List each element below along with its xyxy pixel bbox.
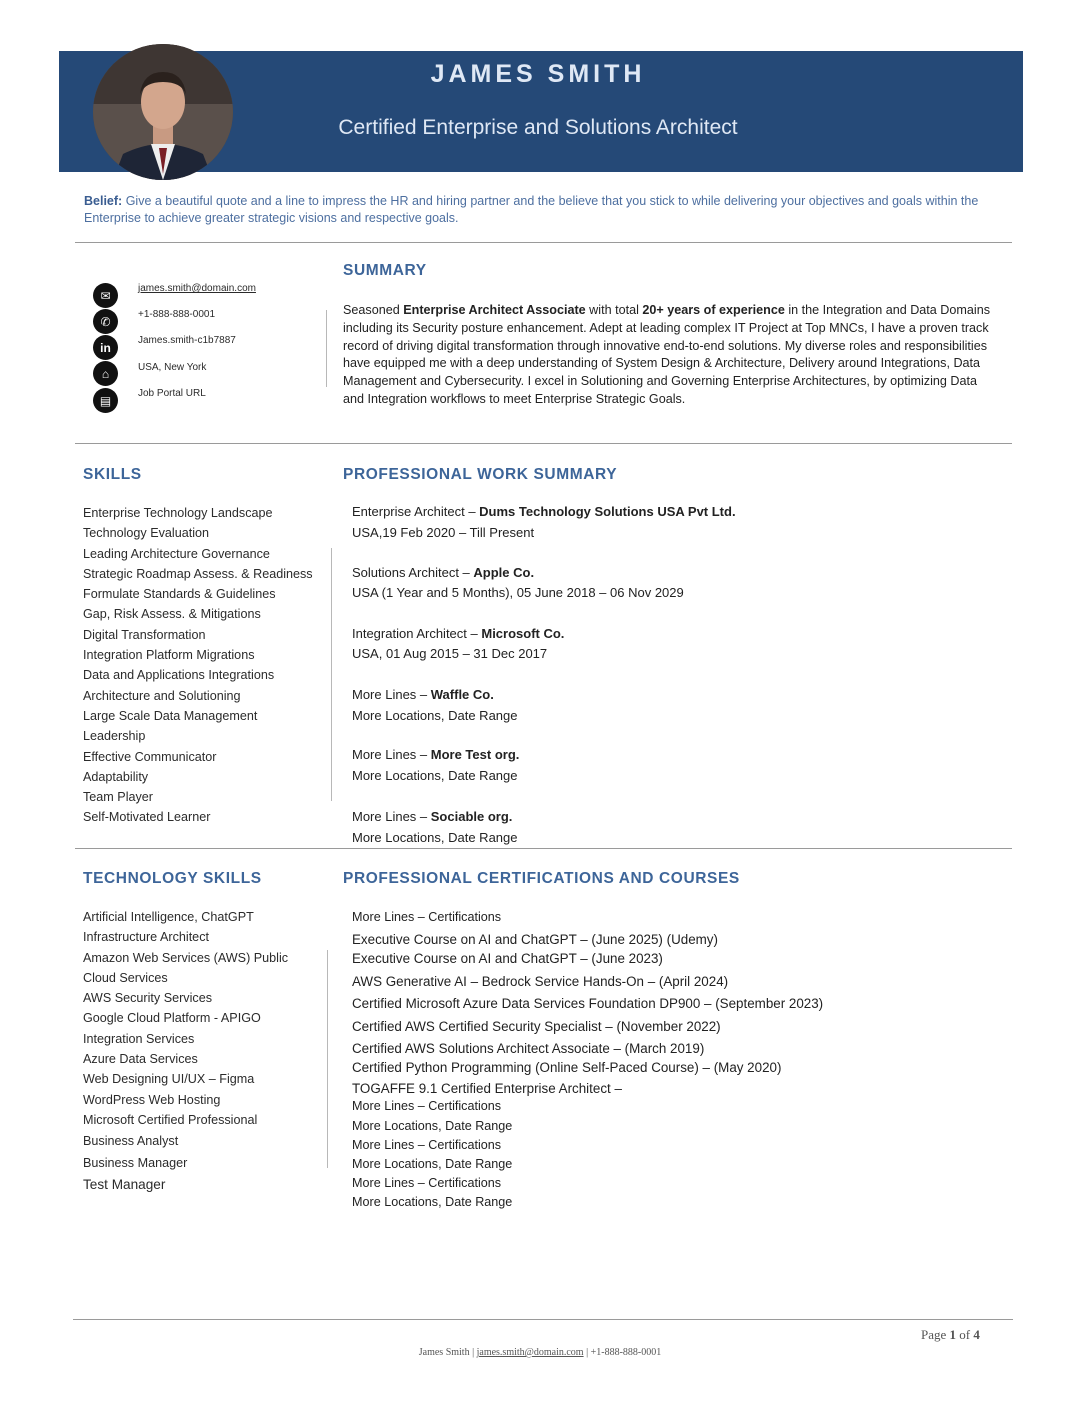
skill-item: Adaptability	[83, 769, 149, 784]
email-icon: ✉	[93, 283, 118, 308]
work-heading: PROFESSIONAL WORK SUMMARY	[343, 466, 618, 483]
tech-skill-item: AWS Security Services	[83, 991, 212, 1006]
column-divider	[326, 310, 327, 387]
belief-text: Give a beautiful quote and a line to impress the HR and hiring partner and the believe that you stick to while delivering your objectives and goals within the Enterprise to achieve greater strategic visions and respective goals.	[84, 194, 979, 225]
tech-skill-item: Google Cloud Platform - APIGO	[83, 1011, 261, 1026]
job-title-line	[352, 626, 564, 641]
cert-item: Certified AWS Certified Security Specialist – (November 2022)	[352, 1019, 721, 1034]
job-title-line	[352, 565, 534, 580]
profile-photo	[93, 44, 233, 180]
job-title-line	[352, 747, 519, 762]
summary-part: with total	[585, 303, 643, 317]
cert-item: More Lines – Certifications	[352, 910, 502, 924]
cert-item: TOGAFFE 9.1 Certified Enterprise Architect –	[352, 1081, 622, 1096]
job-company: Sociable org.	[430, 809, 513, 824]
summary-highlight: 20+ years of experience	[642, 303, 785, 317]
job-role: Integration Architect –	[352, 626, 482, 641]
skill-item: Effective Communicator	[83, 749, 217, 764]
divider	[75, 242, 1012, 243]
tech-skill-item: Amazon Web Services (AWS) Public	[83, 950, 289, 965]
contact-portal: Job Portal URL	[138, 388, 206, 399]
job-details: More Locations, Date Range	[352, 830, 518, 845]
skill-item: Strategic Roadmap Assess. & Readiness	[83, 566, 313, 581]
cert-item: Certified AWS Solutions Architect Associate – (March 2019)	[352, 1041, 705, 1056]
page-current: 1	[949, 1327, 957, 1342]
skill-item: Digital Transformation	[83, 627, 206, 642]
portal-icon: ▤	[93, 388, 118, 413]
skill-item: Technology Evaluation	[83, 526, 210, 541]
job-company: Dums Technology Solutions USA Pvt Ltd.	[479, 504, 736, 519]
column-divider	[331, 548, 332, 801]
belief-label: Belief:	[84, 194, 123, 208]
job-title-line	[352, 809, 512, 824]
summary-heading: SUMMARY	[343, 262, 427, 279]
portrait-illustration	[93, 44, 233, 180]
job-company: More Test org.	[430, 747, 520, 762]
job-details: More Locations, Date Range	[352, 768, 518, 783]
linkedin-icon: in	[93, 335, 118, 360]
tech-skill-item: Business Analyst	[83, 1134, 179, 1149]
contact-email[interactable]: james.smith@domain.com	[138, 283, 256, 294]
footer-separator: |	[583, 1347, 591, 1358]
skill-item: Formulate Standards & Guidelines	[83, 587, 276, 602]
job-details: USA,19 Feb 2020 – Till Present	[352, 525, 535, 540]
contact-linkedin: James.smith-c1b7887	[138, 335, 236, 346]
skill-item: Data and Applications Integrations	[83, 668, 275, 683]
page-number	[921, 1327, 980, 1343]
tech-skill-item: Azure Data Services	[83, 1052, 198, 1067]
candidate-title: Certified Enterprise and Solutions Architect	[338, 116, 738, 139]
tech-skills-list	[83, 907, 288, 1196]
skill-item: Enterprise Technology Landscape	[83, 506, 273, 520]
skill-item: Self-Motivated Learner	[83, 810, 211, 825]
summary-text	[343, 302, 993, 409]
cert-item: Certified Python Programming (Online Self-Paced Course) – (May 2020)	[352, 1060, 782, 1075]
tech-skill-item: Microsoft Certified Professional	[83, 1112, 258, 1127]
cert-item: More Lines – Certifications	[352, 1138, 502, 1152]
whatsapp-icon: ✆	[93, 309, 118, 334]
tech-skill-item: WordPress Web Hosting	[83, 1092, 221, 1107]
footer-name: James Smith	[418, 1347, 470, 1358]
page-total: 4	[973, 1327, 980, 1342]
job-role: More Lines –	[352, 687, 431, 702]
cert-item: More Lines – Certifications	[352, 1176, 502, 1190]
cert-item: More Locations, Date Range	[352, 1195, 513, 1209]
divider	[75, 848, 1012, 849]
job-title-line	[352, 687, 494, 702]
tech-skill-item: Infrastructure Architect	[83, 930, 209, 945]
job-role: More Lines –	[352, 747, 431, 762]
cert-item: Executive Course on AI and ChatGPT – (June 2025) (Udemy)	[352, 932, 718, 947]
footer-email[interactable]: james.smith@domain.com	[476, 1347, 584, 1358]
skills-list	[83, 503, 313, 828]
skill-item: Architecture and Solutioning	[83, 688, 241, 703]
cert-item: AWS Generative AI – Bedrock Service Hands-On – (April 2024)	[352, 974, 729, 989]
certs-heading: PROFESSIONAL CERTIFICATIONS AND COURSES	[343, 870, 740, 887]
footer-divider	[73, 1319, 1013, 1320]
summary-part: Seasoned	[343, 303, 404, 317]
tech-skill-item: Test Manager	[83, 1177, 166, 1193]
tech-skill-item: Cloud Services	[83, 970, 168, 985]
job-role: Enterprise Architect –	[352, 504, 480, 519]
cert-item: More Locations, Date Range	[352, 1119, 513, 1133]
summary-part: in the Integration and Data Domains including its Security posture enhancement. Adept at leading complex IT Project at Top MNCs, I have a proven track record of driving digital transformation through innovative end-to-end solutions. My diverse roles and responsibilities have equipped me with a deep understanding of System Design & Architecture, Delivery around Integrations, Data Management and Cybersecurity. I excel in Solutioning and Governing Enterprise Architectures, by optimizing Data and Integration workflows to meet Enterprise Strategic Goals.	[343, 303, 990, 406]
skill-item: Leading Architecture Governance	[83, 546, 270, 561]
job-company: Microsoft Co.	[481, 626, 565, 641]
job-details: USA (1 Year and 5 Months), 05 June 2018 – 06 Nov 2029	[352, 585, 684, 600]
tech-skill-item: Business Manager	[83, 1156, 188, 1171]
job-company: Waffle Co.	[430, 687, 494, 702]
cert-item: Executive Course on AI and ChatGPT – (June 2023)	[352, 951, 663, 966]
job-details: More Locations, Date Range	[352, 708, 518, 723]
skill-item: Team Player	[83, 790, 153, 805]
skill-item: Gap, Risk Assess. & Mitigations	[83, 607, 261, 622]
footer-separator: |	[469, 1347, 477, 1358]
footer-phone: +1-888-888-0001	[590, 1347, 662, 1358]
skills-heading: SKILLS	[83, 466, 142, 483]
divider	[75, 443, 1012, 444]
tech-skills-heading: TECHNOLOGY SKILLS	[83, 870, 262, 887]
candidate-name: JAMES SMITH	[430, 60, 646, 88]
column-divider	[327, 950, 328, 1168]
job-details: USA, 01 Aug 2015 – 31 Dec 2017	[352, 646, 548, 661]
home-icon: ⌂	[93, 361, 118, 386]
cert-item: Certified Microsoft Azure Data Services Foundation DP900 – (September 2023)	[352, 996, 824, 1011]
tech-skill-item: Integration Services	[83, 1031, 195, 1046]
skill-item: Large Scale Data Management	[83, 708, 258, 723]
tech-skill-item: Web Designing UI/UX – Figma	[83, 1072, 255, 1087]
job-title-line	[352, 504, 736, 519]
summary-highlight: Enterprise Architect Associate	[403, 303, 586, 317]
job-role: Solutions Architect –	[352, 565, 474, 580]
belief-statement	[84, 193, 1006, 227]
page-label: of	[956, 1327, 974, 1342]
skill-item: Integration Platform Migrations	[83, 648, 255, 663]
cert-item: More Lines – Certifications	[352, 1099, 502, 1113]
job-role: More Lines –	[352, 809, 431, 824]
tech-skill-item: Artificial Intelligence, ChatGPT	[83, 910, 254, 924]
skill-item: Leadership	[83, 729, 146, 744]
cert-item: More Locations, Date Range	[352, 1157, 513, 1171]
contact-location: USA, New York	[138, 362, 207, 373]
footer-contact	[240, 1347, 840, 1358]
job-company: Apple Co.	[473, 565, 535, 580]
page-label: Page	[921, 1327, 950, 1342]
contact-phone: +1-888-888-0001	[138, 309, 216, 320]
